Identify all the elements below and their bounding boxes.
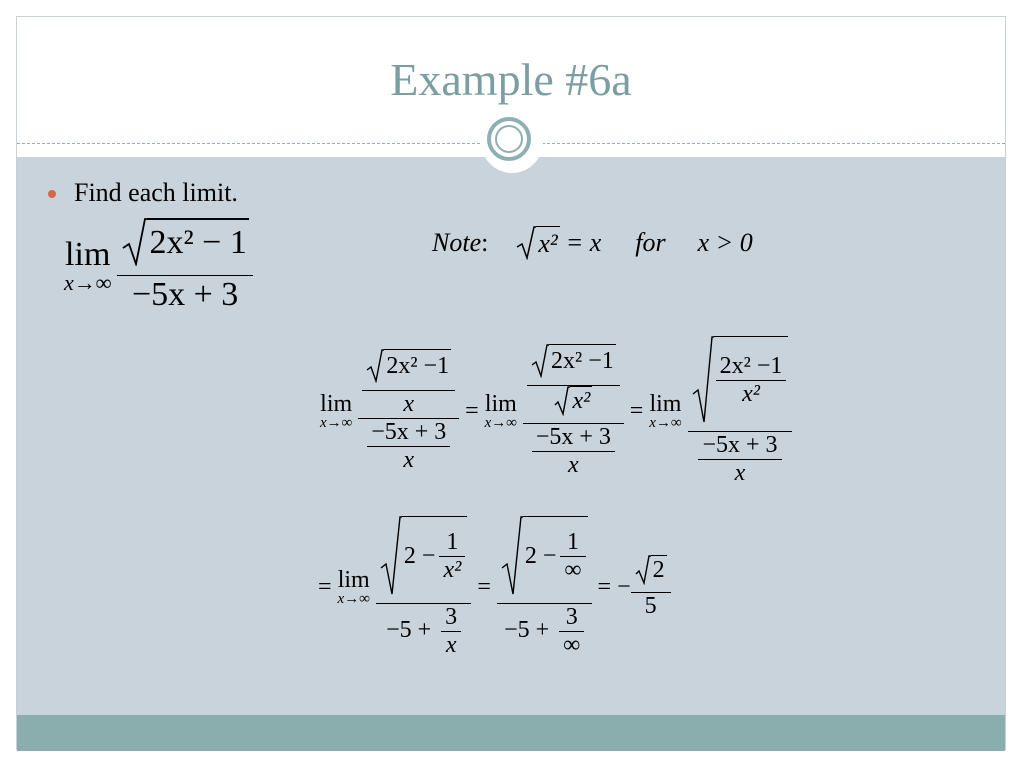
note-condition: x > 0 bbox=[697, 228, 753, 257]
fraction-e bbox=[497, 516, 592, 659]
note-for: for bbox=[635, 228, 666, 257]
lim-subscript: x→∞ bbox=[337, 591, 370, 607]
equals-sign: = bbox=[465, 398, 479, 424]
x-var: x bbox=[403, 391, 415, 417]
lim-operator bbox=[320, 392, 352, 431]
lim-text: lim bbox=[649, 391, 682, 417]
radical-icon bbox=[501, 516, 523, 596]
radical-icon bbox=[380, 516, 402, 596]
bullet-text: Find each limit. bbox=[74, 178, 238, 207]
note-sqrt bbox=[516, 226, 559, 260]
x-var: x bbox=[734, 460, 746, 486]
radicand: 2x² −1 bbox=[549, 344, 616, 378]
one: 1 bbox=[446, 529, 459, 555]
step-2 bbox=[318, 516, 671, 659]
radical-icon bbox=[516, 226, 536, 260]
main-fraction bbox=[117, 218, 252, 314]
one: 1 bbox=[566, 529, 579, 555]
infinity: ∞ bbox=[563, 632, 581, 658]
final-answer bbox=[631, 555, 671, 620]
linear-expr: −5x + 3 bbox=[535, 424, 611, 450]
radicand: 2x² −1 bbox=[719, 353, 783, 379]
bullet-dot-icon bbox=[48, 190, 56, 198]
equals-sign: = bbox=[318, 574, 332, 600]
lim-text: lim bbox=[337, 567, 370, 593]
sqrt-symbol bbox=[121, 218, 248, 266]
infinity: ∞ bbox=[564, 557, 582, 583]
radical-icon bbox=[554, 386, 570, 416]
note-label: Note bbox=[432, 228, 482, 257]
radicand: 2x² −1 bbox=[384, 349, 451, 383]
lim-operator bbox=[64, 238, 111, 294]
radical-icon bbox=[366, 349, 384, 383]
two-minus: 2 − bbox=[403, 543, 436, 569]
minus-five-plus: −5 + bbox=[504, 617, 550, 644]
lim-subscript: x→∞ bbox=[64, 270, 112, 295]
equals-sign: = bbox=[597, 574, 612, 600]
circle-ring-inner-icon bbox=[495, 125, 523, 153]
lim-subscript: x→∞ bbox=[320, 415, 353, 431]
two-minus: 2 − bbox=[524, 543, 557, 569]
minus-five-plus: −5 + bbox=[386, 617, 432, 644]
linear-expr: −5x + 3 bbox=[702, 432, 778, 458]
step-1 bbox=[320, 336, 792, 487]
lim-operator bbox=[649, 392, 681, 431]
lim-text: lim bbox=[484, 391, 517, 417]
lim-operator bbox=[485, 392, 517, 431]
lim-subscript: x→∞ bbox=[649, 415, 682, 431]
note-colon: : bbox=[481, 228, 489, 257]
x-var: x bbox=[568, 452, 579, 478]
lim-subscript: x→∞ bbox=[484, 415, 517, 431]
note-equals: = x bbox=[565, 228, 602, 257]
complex-fraction-b bbox=[523, 344, 624, 479]
slide-title: Example #6a bbox=[390, 54, 632, 105]
radical-icon bbox=[635, 555, 651, 585]
complex-fraction-c bbox=[688, 336, 793, 487]
bullet-item bbox=[48, 178, 238, 208]
lim-operator bbox=[338, 568, 370, 607]
fraction-d bbox=[376, 516, 471, 659]
main-limit bbox=[64, 218, 253, 314]
radical-icon bbox=[692, 336, 714, 424]
main-numerator: 2x² − 1 bbox=[149, 224, 247, 261]
x-squared: x² bbox=[742, 381, 760, 407]
footer-band bbox=[17, 715, 1005, 751]
negative-sign: − bbox=[617, 574, 631, 600]
x-var: x bbox=[403, 447, 415, 473]
linear-expr: −5x + 3 bbox=[371, 419, 447, 445]
radical-icon bbox=[531, 344, 549, 378]
note-radicand: x² bbox=[536, 226, 559, 260]
three: 3 bbox=[565, 604, 578, 630]
radical-icon bbox=[121, 218, 147, 266]
main-denominator: −5x + 3 bbox=[131, 276, 239, 313]
lim-text: lim bbox=[65, 236, 111, 273]
three: 3 bbox=[445, 604, 458, 630]
complex-fraction-a bbox=[358, 349, 459, 474]
note-line bbox=[432, 226, 753, 260]
radicand: x² bbox=[572, 388, 591, 414]
equals-sign: = bbox=[477, 574, 491, 600]
equals-sign: = bbox=[629, 398, 644, 424]
x-var: x bbox=[445, 632, 457, 658]
x-squared: x² bbox=[443, 557, 462, 583]
two: 2 bbox=[652, 557, 665, 583]
five: 5 bbox=[644, 593, 657, 619]
lim-text: lim bbox=[320, 391, 353, 417]
